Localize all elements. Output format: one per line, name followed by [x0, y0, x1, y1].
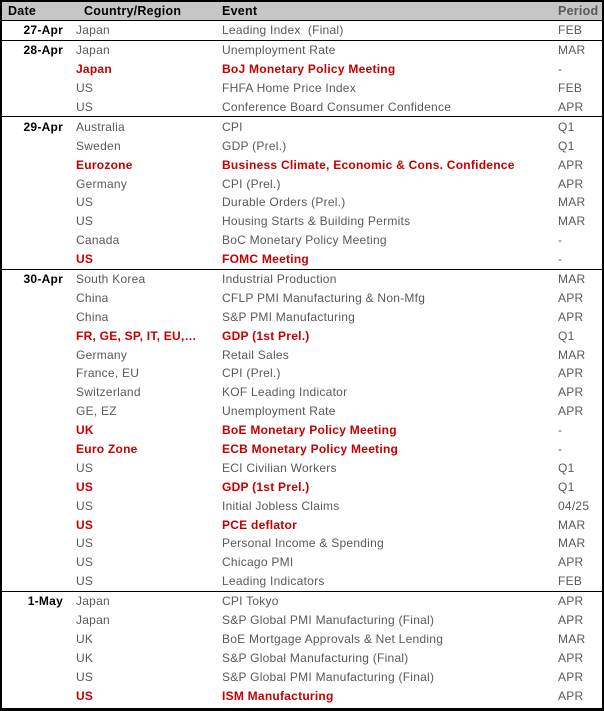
date-group [2, 591, 602, 705]
country-cell: China [76, 309, 109, 324]
header-period: Period [558, 4, 599, 18]
table-row [2, 193, 602, 212]
table-row [2, 572, 602, 591]
period-cell: APR [558, 650, 584, 665]
table-row [2, 686, 602, 705]
country-cell: Germany [76, 176, 128, 191]
period-cell: MAR [558, 536, 586, 551]
table-row [2, 440, 602, 459]
table-row [2, 98, 602, 117]
country-cell: Sweden [76, 138, 121, 153]
country-cell: China [76, 290, 109, 305]
table-row [2, 364, 602, 383]
event-cell: BoE Monetary Policy Meeting [222, 423, 397, 438]
country-cell: US [76, 252, 94, 267]
period-cell: - [558, 423, 563, 438]
country-cell: US [76, 460, 94, 475]
period-cell: APR [558, 157, 584, 172]
country-cell: FR, GE, SP, IT, EU,… [76, 328, 197, 343]
period-cell: APR [558, 100, 584, 114]
period-cell: APR [558, 613, 584, 628]
country-cell: Canada [76, 233, 120, 248]
table-row [2, 41, 602, 60]
event-cell: Industrial Production [222, 272, 337, 287]
period-cell: APR [558, 309, 584, 324]
country-cell: GE, EZ [76, 404, 117, 419]
table-row [2, 421, 602, 440]
event-cell: ECB Monetary Policy Meeting [222, 442, 399, 457]
event-cell: Housing Starts & Building Permits [222, 214, 411, 229]
event-cell: CPI (Prel.) [222, 366, 281, 381]
date-group [2, 116, 602, 268]
table-row [2, 307, 602, 326]
event-cell: BoC Monetary Policy Meeting [222, 233, 387, 248]
event-cell: PCE deflator [222, 517, 298, 532]
country-cell: Eurozone [76, 157, 133, 172]
event-cell: S&P PMI Manufacturing [222, 309, 356, 324]
country-cell: Japan [76, 594, 110, 609]
period-cell: FEB [558, 23, 583, 38]
table-row [2, 117, 602, 136]
country-cell: Australia [76, 119, 125, 134]
period-cell: APR [558, 290, 584, 305]
period-cell: - [558, 442, 563, 457]
event-cell: CPI Tokyo [222, 594, 279, 609]
period-cell: - [558, 233, 563, 248]
table-row [2, 402, 602, 421]
country-cell: US [76, 669, 94, 684]
event-cell: BoE Mortgage Approvals & Net Lending [222, 631, 444, 646]
country-cell: US [76, 688, 94, 703]
event-cell: Business Climate, Economic & Cons. Confidence [222, 157, 515, 172]
period-cell: Q1 [558, 479, 575, 494]
event-cell: S&P Global PMI Manufacturing (Final) [222, 613, 435, 628]
period-cell: FEB [558, 81, 583, 96]
country-cell: UK [76, 650, 94, 665]
event-cell: GDP (Prel.) [222, 138, 287, 153]
event-cell: CFLP PMI Manufacturing & Non-Mfg [222, 290, 426, 305]
table-header-row [2, 2, 602, 21]
table-row [2, 477, 602, 496]
date-group [2, 40, 602, 117]
period-cell: 04/25 [558, 498, 590, 513]
period-cell: MAR [558, 631, 586, 646]
table-row [2, 231, 602, 250]
event-cell: Leading Index (Final) [222, 23, 344, 38]
country-cell: US [76, 536, 94, 551]
period-cell: MAR [558, 195, 586, 210]
period-cell: APR [558, 555, 584, 570]
country-cell: US [76, 555, 94, 570]
country-cell: Switzerland [76, 385, 141, 400]
country-cell: US [76, 574, 94, 589]
period-cell: - [558, 252, 563, 267]
header-country-region: Country/Region [84, 4, 182, 18]
country-cell: Japan [76, 62, 112, 77]
event-cell: Unemployment Rate [222, 43, 336, 58]
country-cell: Germany [76, 347, 128, 362]
event-cell: Initial Jobless Claims [222, 498, 340, 513]
table-row [2, 383, 602, 402]
table-row [2, 496, 602, 515]
event-cell: Unemployment Rate [222, 404, 336, 419]
table-row [2, 630, 602, 649]
table-row [2, 21, 602, 40]
period-cell: - [558, 62, 563, 77]
country-cell: US [76, 214, 94, 229]
country-cell: UK [76, 423, 94, 438]
period-cell: MAR [558, 517, 586, 532]
table-row [2, 592, 602, 611]
period-cell: APR [558, 366, 584, 381]
date-cell: 1-May [27, 594, 63, 609]
date-cell: 30-Apr [23, 272, 63, 287]
date-group [2, 21, 602, 40]
table-row [2, 345, 602, 364]
table-row [2, 270, 602, 289]
country-cell: Japan [76, 43, 110, 58]
event-cell: Personal Income & Spending [222, 536, 384, 551]
event-cell: FOMC Meeting [222, 252, 309, 267]
table-row [2, 648, 602, 667]
country-cell: US [76, 100, 94, 114]
event-cell: S&P Global PMI Manufacturing (Final) [222, 669, 435, 684]
country-cell: UK [76, 631, 94, 646]
period-cell: MAR [558, 43, 586, 58]
event-cell: Leading Indicators [222, 574, 325, 589]
country-cell: South Korea [76, 272, 146, 287]
date-cell: 27-Apr [23, 23, 63, 38]
period-cell: APR [558, 385, 584, 400]
header-date: Date [8, 4, 37, 18]
period-cell: FEB [558, 574, 583, 589]
country-cell: US [76, 498, 94, 513]
event-cell: Chicago PMI [222, 555, 294, 570]
country-cell: US [76, 517, 94, 532]
table-row [2, 458, 602, 477]
country-cell: US [76, 479, 94, 494]
table-row [2, 155, 602, 174]
period-cell: APR [558, 176, 584, 191]
event-cell: Retail Sales [222, 347, 290, 362]
event-cell: CPI (Prel.) [222, 176, 281, 191]
event-cell: GDP (1st Prel.) [222, 328, 310, 343]
event-cell: KOF Leading Indicator [222, 385, 348, 400]
period-cell: Q1 [558, 138, 575, 153]
table-row [2, 534, 602, 553]
period-cell: Q1 [558, 119, 575, 134]
table-body [2, 21, 602, 705]
date-group [2, 269, 602, 591]
table-row [2, 326, 602, 345]
period-cell: APR [558, 688, 584, 703]
event-cell: GDP (1st Prel.) [222, 479, 310, 494]
period-cell: Q1 [558, 460, 575, 475]
table-row [2, 288, 602, 307]
table-row [2, 136, 602, 155]
event-cell: Durable Orders (Prel.) [222, 195, 346, 210]
table-row [2, 174, 602, 193]
period-cell: MAR [558, 214, 586, 229]
period-cell: MAR [558, 347, 586, 362]
period-cell: Q1 [558, 328, 575, 343]
event-cell: S&P Global Manufacturing (Final) [222, 650, 409, 665]
period-cell: APR [558, 594, 584, 609]
date-cell: 29-Apr [23, 119, 63, 134]
period-cell: APR [558, 669, 584, 684]
period-cell: APR [558, 404, 584, 419]
date-cell: 28-Apr [23, 43, 63, 58]
header-event: Event [222, 4, 258, 18]
event-cell: FHFA Home Price Index [222, 81, 356, 96]
country-cell: Japan [76, 613, 110, 628]
event-cell: ECI Civilian Workers [222, 460, 337, 475]
table-row [2, 515, 602, 534]
event-cell: BoJ Monetary Policy Meeting [222, 62, 396, 77]
country-cell: France, EU [76, 366, 140, 381]
country-cell: US [76, 81, 94, 96]
table-row [2, 667, 602, 686]
table-row [2, 212, 602, 231]
event-cell: Conference Board Consumer Confidence [222, 100, 452, 114]
event-cell: ISM Manufacturing [222, 688, 334, 703]
table-row [2, 79, 602, 98]
table-row [2, 60, 602, 79]
event-cell: CPI [222, 119, 243, 134]
country-cell: Japan [76, 23, 110, 38]
table-row [2, 250, 602, 269]
table-row [2, 553, 602, 572]
country-cell: Euro Zone [76, 442, 138, 457]
table-row [2, 611, 602, 630]
period-cell: MAR [558, 272, 586, 287]
country-cell: US [76, 195, 94, 210]
